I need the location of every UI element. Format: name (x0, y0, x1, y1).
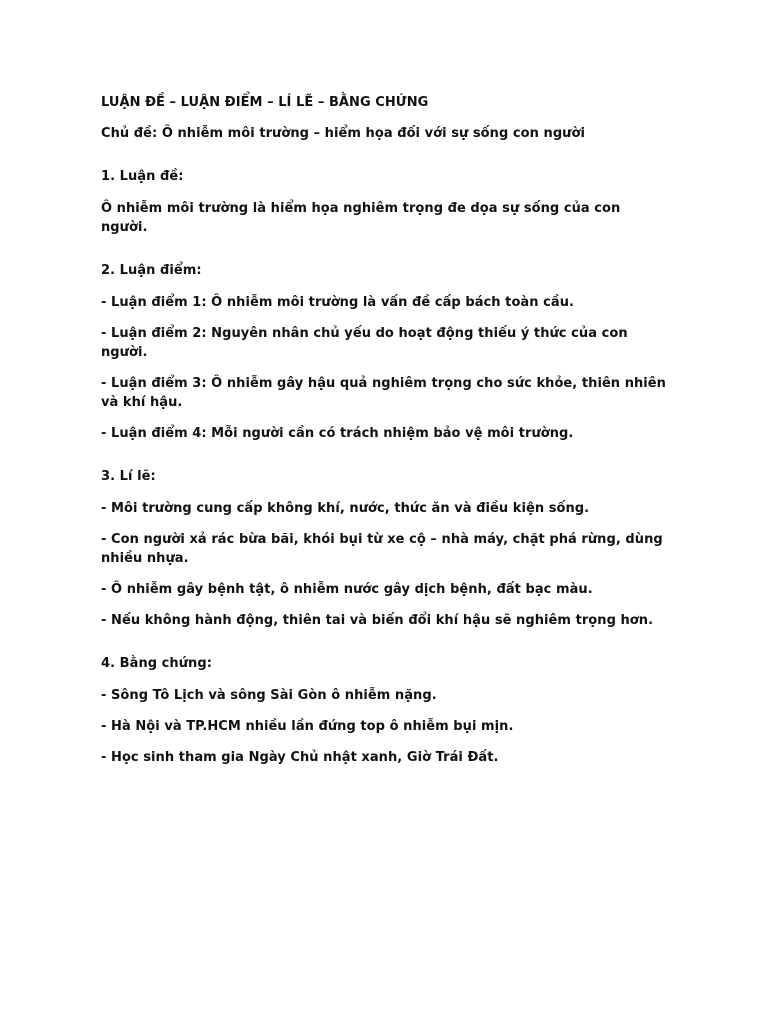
thesis-text: Ô nhiễm môi trường là hiểm họa nghiêm trọng đe dọa sự sống của con người. (101, 201, 621, 235)
point-item: - Luận điểm 1: Ô nhiễm môi trường là vấn đề cấp bách toàn cầu. (101, 295, 574, 310)
reason-item: - Con người xả rác bừa bãi, khói bụi từ xe cộ – nhà máy, chặt phá rừng, dùng nhiều nhựa. (101, 532, 663, 566)
section-points (101, 261, 671, 443)
reason-item: - Môi trường cung cấp không khí, nước, thức ăn và điều kiện sống. (101, 501, 590, 516)
section-heading-thesis: 1. Luận đề: (101, 169, 184, 184)
reason-item: - Ô nhiễm gây bệnh tật, ô nhiễm nước gây dịch bệnh, đất bạc màu. (101, 582, 593, 597)
evidence-item: - Hà Nội và TP.HCM nhiều lần đứng top ô nhiễm bụi mịn. (101, 719, 514, 734)
document-topic: Chủ đề: Ô nhiễm môi trường – hiểm họa đối với sự sống con người (101, 126, 585, 141)
document-title: LUẬN ĐỀ – LUẬN ĐIỂM – LÍ LẼ – BẰNG CHỨNG (101, 95, 429, 110)
section-thesis (101, 167, 671, 237)
section-heading-reasons: 3. Lí lẽ: (101, 469, 156, 484)
section-reasons (101, 467, 671, 630)
point-item: - Luận điểm 4: Mỗi người cần có trách nhiệm bảo vệ môi trường. (101, 426, 574, 441)
evidence-item: - Sông Tô Lịch và sông Sài Gòn ô nhiễm nặng. (101, 688, 437, 703)
point-item: - Luận điểm 3: Ô nhiễm gây hậu quả nghiêm trọng cho sức khỏe, thiên nhiên và khí hậu. (101, 376, 666, 410)
section-heading-evidence: 4. Bằng chứng: (101, 656, 212, 671)
evidence-item: - Học sinh tham gia Ngày Chủ nhật xanh, Giờ Trái Đất. (101, 750, 499, 765)
section-heading-points: 2. Luận điểm: (101, 263, 202, 278)
section-evidence (101, 654, 671, 767)
point-item: - Luận điểm 2: Nguyên nhân chủ yếu do hoạt động thiếu ý thức của con người. (101, 326, 628, 360)
reason-item: - Nếu không hành động, thiên tai và biến đổi khí hậu sẽ nghiêm trọng hơn. (101, 613, 654, 628)
document-content (101, 93, 671, 767)
